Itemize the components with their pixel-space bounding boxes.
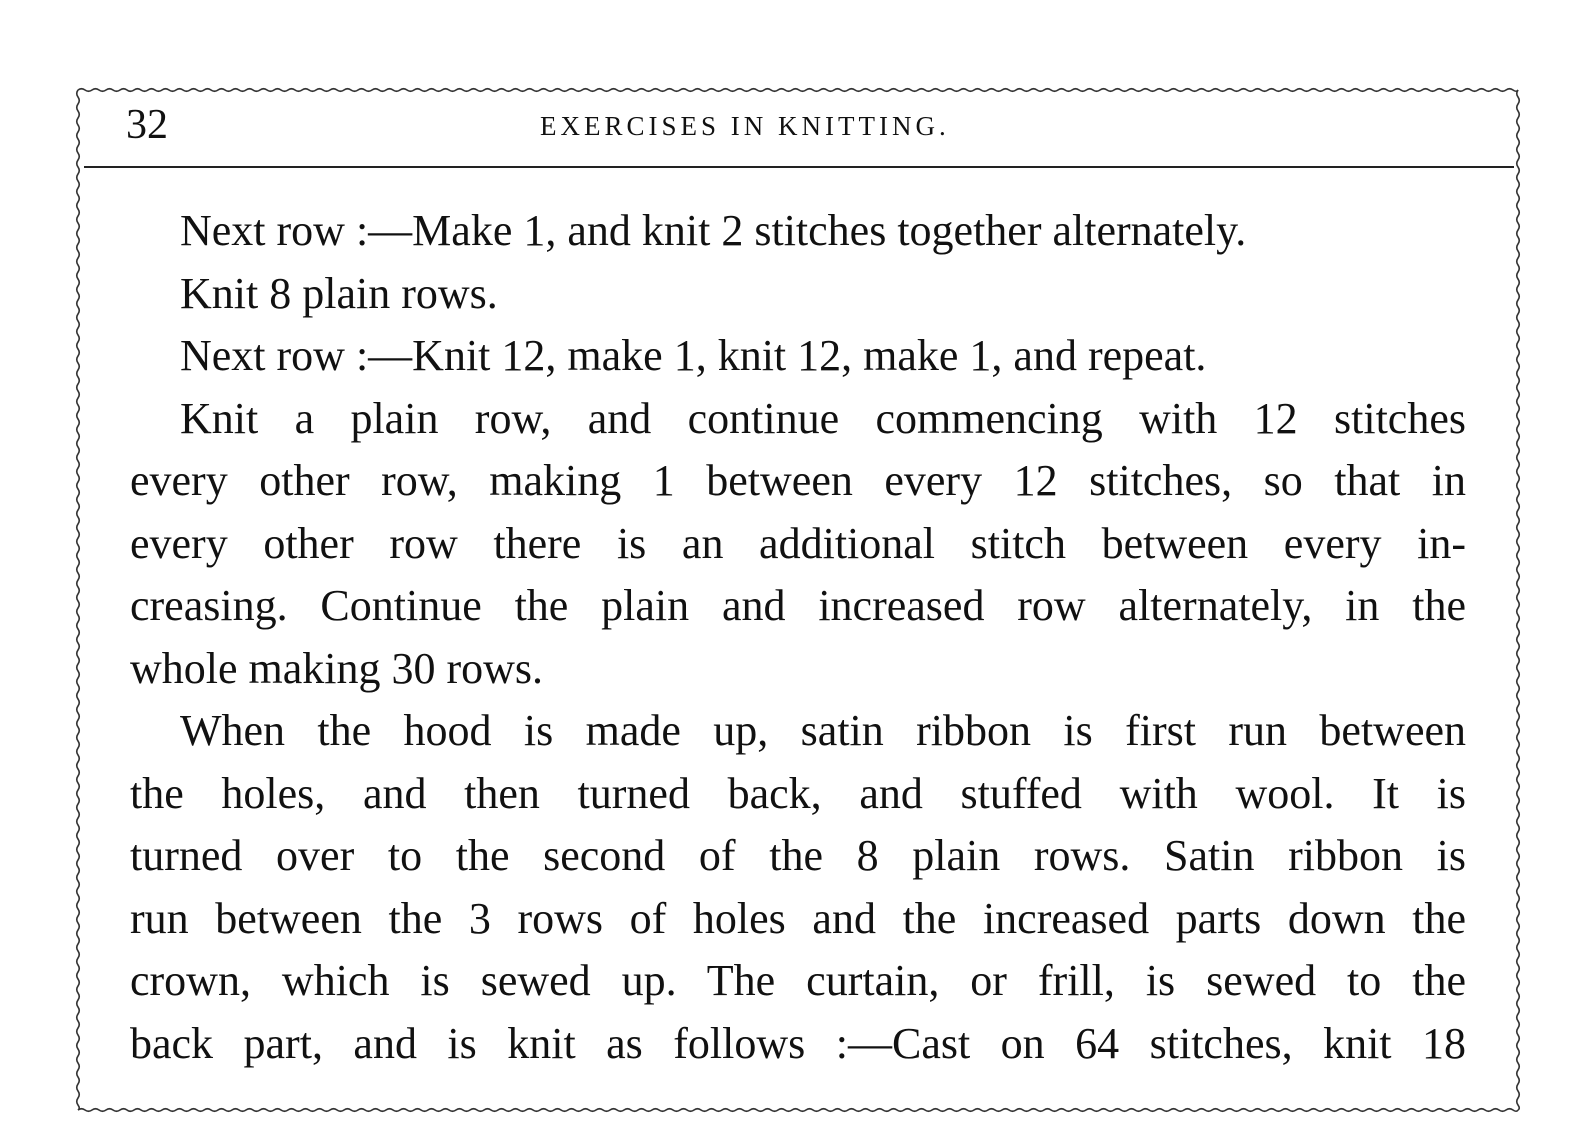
text-line: every other row there is an additional stitch between every in- — [130, 518, 1466, 568]
text-line: whole making 30 rows. — [130, 643, 544, 693]
text-line: every other row, making 1 between every 12 stitches, so that in — [130, 456, 1466, 505]
text-line: back part, and is knit as follows :—Cast on 64 stitches, knit 18 — [130, 1018, 1466, 1068]
text-line: crown, which is sewed up. The curtain, or frill, is sewed to the — [130, 956, 1466, 1005]
text-line: Next row :—Make 1, and knit 2 stitches together alternately. — [180, 206, 1247, 255]
text-line: When the hood is made up, satin ribbon is first run between — [180, 706, 1466, 755]
text-line: Next row :—Knit 12, make 1, knit 12, make 1, and repeat. — [180, 331, 1207, 380]
text-line: Knit a plain row, and continue commencing with 12 stitches — [180, 393, 1466, 443]
body-text — [130, 200, 1466, 1075]
header-rule — [84, 166, 1514, 168]
text-line: the holes, and then turned back, and stuffed with wool. It is — [130, 768, 1466, 818]
text-line: Knit 8 plain rows. — [180, 268, 498, 318]
text-line: run between the 3 rows of holes and the increased parts down the — [130, 893, 1466, 943]
page-number: 32 — [126, 102, 168, 148]
running-head: EXERCISES IN KNITTING. — [540, 111, 950, 141]
text-line: creasing. Continue the plain and increased row alternately, in the — [130, 581, 1466, 630]
text-line: turned over to the second of the 8 plain rows. Satin ribbon is — [130, 831, 1466, 880]
